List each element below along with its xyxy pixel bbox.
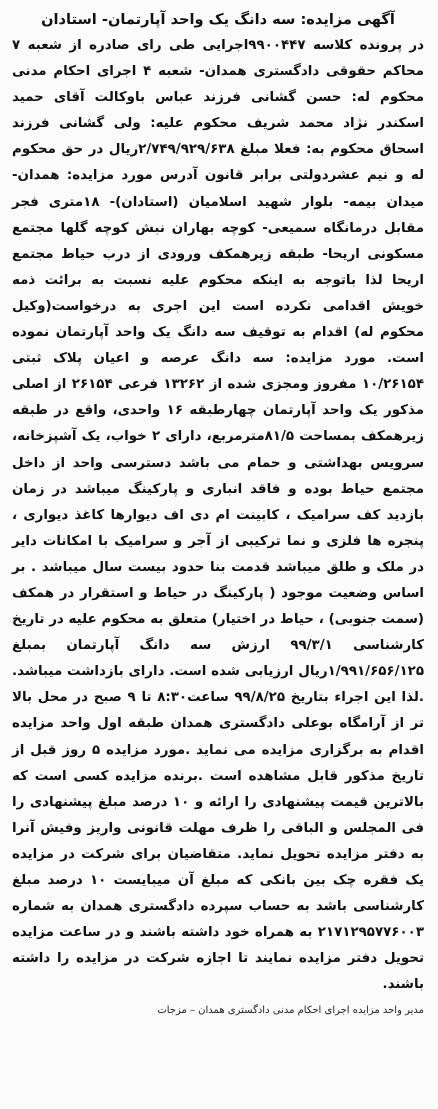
notice-body: در پرونده کلاسه ۹۹۰۰۴۴۷اجرایی طی رای صادره از شعبه ۷ محاکم حقوقی دادگستری همدان- شعبه ۴ اجرای احکام مدنی محکوم له: حسن گشانی فرزند عباس باوکالت آقای حمید اسکندر نژاد محمد شریف محکوم علیه: ولی گشانی فرزند اسحاق محکوم به: فعلا مبلغ ۲/۷۴۹/۹۲۹/۶۳۸ریال در حق محکوم له و نیم عشردولتی برابر قانون آدرس مورد مزایده: همدان-میدان بیمه- بلوار شهید اسلامیان (استادان)- ۱۸متری فجر مقابل درمانگاه سمیعی- کوچه بهاران نبش کوچه گلها مجتمع مسکونی اریحا- طبقه زیرهمکف ورودی از درب حیاط مجتمع اریحا لذا باتوجه به اینکه محکوم علیه نسبت به برائت ذمه خویش اقدامی نکرده است این اجری به درخواست(وکیل محکوم له) اقدام به توقیف سه دانگ یک واحد آپارتمان نموده است. مورد مزایده: سه دانگ عرصه و اعیان پلاک ثبتی ۱۰/۲۶۱۵۴ مفروز ومجزی شده از ۱۳۲۶۲ فرعی ۲۶۱۵۴ از اصلی مذکور یک واحد آپارتمان چهارطبقه ۱۶ واحدی، واقع در طبقه زیرهمکف بمساحت ۸۱/۵مترمربع، دارای ۲ خواب، یک آشپزخانه، سرویس بهداشتی و حمام می باشد دسترسی واحد از داخل مجتمع حیاط بوده و فاقد انباری و پارکینگ میباشد در زمان بازدید کف سرامیک ، کابینت ام دی اف دیوارها کاغذ دیواری ، پنجره ها فلزی و نما ترکیبی از آجر و سرامیک با امکانات دایر در ملک و طلق میباشد قدمت بنا حدود بیست سال میباشد . بر اساس وضعیت موجود ( پارکینگ در حیاط و استقرار در همکف (سمت جنوبی) ، حیاط در اختیار) متعلق به محکوم علیه در تاریخ کارشناسی ۹۹/۳/۱ ارزش سه دانگ آپارتمان بمبلغ ۱/۹۹۱/۶۵۶/۱۲۵ریال ارزیابی شده است. دارای بازداشت میباشد. .لذا این اجراء بتاریخ ۹۹/۸/۲۵ ساعت۸:۳۰ تا ۹ صبح در محل بالا تر از آرامگاه بوعلی دادگستری همدان طبقه اول واحد مزایده اقدام به برگزاری مزایده می نماید .مورد مزایده ۵ روز قبل از تاریخ مذکور قابل مشاهده است .برنده مزایده کسی است که بالاترین قیمت پیشنهادی را ارائه و ۱۰ درصد مبلغ پیشنهادی را فی المجلس و الباقی را ظرف مهلت قانونی واریز وفیش آنرا به دفتر مزایده تحویل نماید. متقاضیان برای شرکت در مزایده یک فقره چک بین بانکی که مبلغ آن میبایست ۱۰ درصد مبلغ کارشناسی باشد به حساب سپرده دادگستری همدان به شماره ۲۱۷۱۲۹۵۷۷۶۰۰۳ به همراه خود داشته باشند و در ساعت مزایده تحویل دفتر مزایده نمایند تا اجازه شرکت در مزایده را داشته باشند. xyxy=(12,38,425,993)
notice-title: آگهی مزایده: سه دانگ یک واحد آپارتمان- استادان xyxy=(41,11,395,28)
notice-signature: مدیر واحد مزایده اجرای احکام مدنی دادگستری همدان – مزجات xyxy=(157,1005,424,1017)
